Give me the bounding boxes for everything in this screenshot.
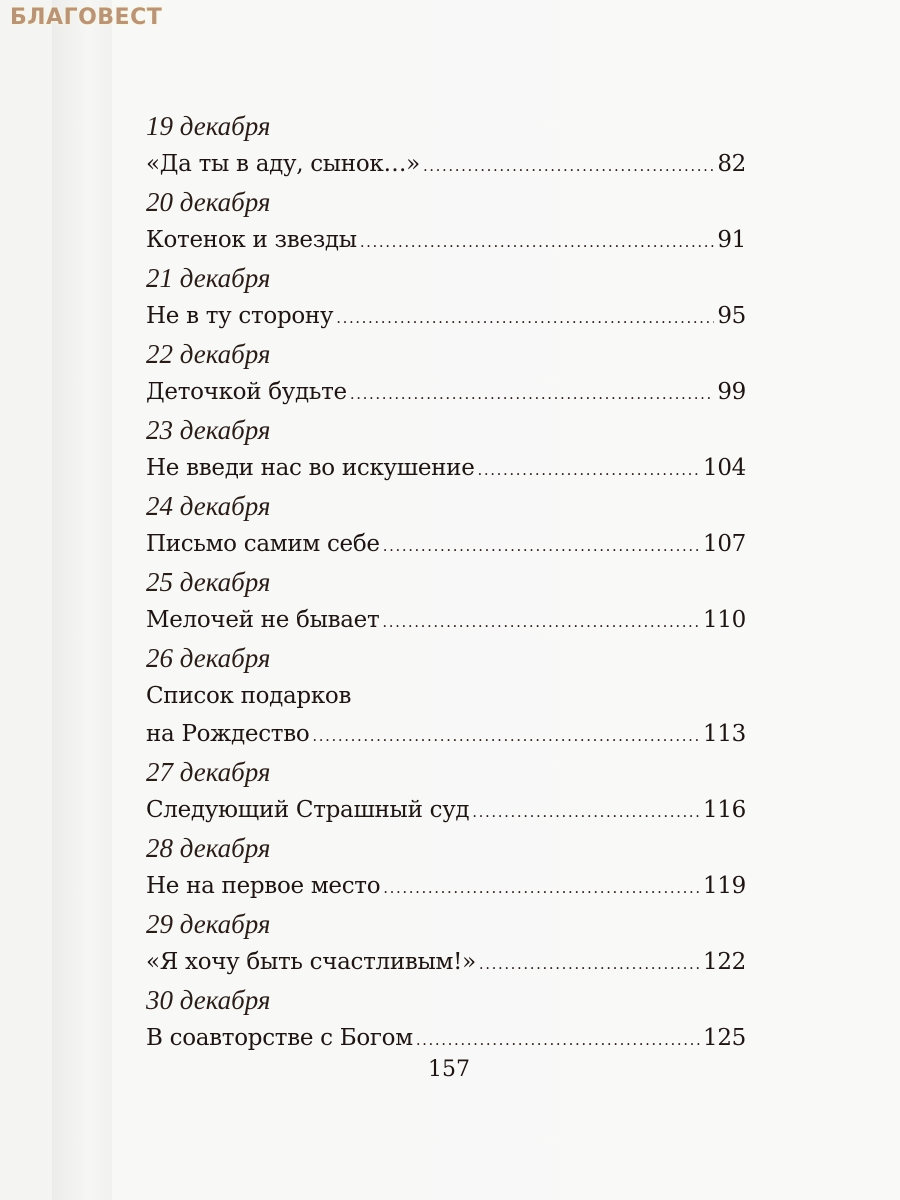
toc-title: Деточкой будьте xyxy=(146,379,347,405)
toc-page-number: 104 xyxy=(703,455,746,481)
toc-date: 23 декабря xyxy=(146,415,271,445)
toc-date: 22 декабря xyxy=(146,339,271,369)
toc-entry xyxy=(146,183,746,259)
dot-leader xyxy=(382,603,700,641)
page-number-footer: 157 xyxy=(428,1057,470,1082)
toc-entry xyxy=(146,829,746,905)
toc-entry xyxy=(146,259,746,335)
dot-leader xyxy=(416,1021,700,1059)
dot-leader xyxy=(350,375,714,413)
toc-page-number: 113 xyxy=(703,721,746,747)
toc-line xyxy=(146,525,746,563)
dot-leader xyxy=(423,147,714,185)
toc-page-number: 99 xyxy=(717,379,746,405)
toc-entry xyxy=(146,335,746,411)
dot-leader xyxy=(383,527,700,565)
toc-page-number: 116 xyxy=(703,797,746,823)
toc-entry xyxy=(146,639,746,753)
toc-title: Котенок и звезды xyxy=(146,227,357,253)
toc-date: 30 декабря xyxy=(146,985,271,1015)
dot-leader xyxy=(472,793,700,831)
toc-entry xyxy=(146,563,746,639)
toc-date: 19 декабря xyxy=(146,111,271,141)
toc-line xyxy=(146,601,746,639)
toc-title: В соавторстве с Богом xyxy=(146,1025,413,1051)
toc-date: 24 декабря xyxy=(146,491,271,521)
toc-title: Письмо самим себе xyxy=(146,531,380,557)
toc-entry xyxy=(146,905,746,981)
toc-entry xyxy=(146,753,746,829)
toc-line xyxy=(146,221,746,259)
toc-line xyxy=(146,791,746,829)
dot-leader xyxy=(479,945,700,983)
toc-line xyxy=(146,297,746,335)
toc-line xyxy=(146,867,746,905)
dot-leader xyxy=(336,299,714,337)
toc-title: «Я хочу быть счастливым!» xyxy=(146,949,476,975)
toc-date: 26 декабря xyxy=(146,643,271,673)
dot-leader xyxy=(478,451,700,489)
toc-page-number: 95 xyxy=(717,303,746,329)
toc-page-number: 125 xyxy=(703,1025,746,1051)
toc-title: Не в ту сторону xyxy=(146,303,334,329)
toc-date: 29 декабря xyxy=(146,909,271,939)
toc-line xyxy=(146,449,746,487)
table-of-contents xyxy=(146,107,746,1057)
toc-line xyxy=(146,373,746,411)
toc-title: Следующий Страшный суд xyxy=(146,797,470,823)
toc-line xyxy=(146,145,746,183)
toc-date: 20 декабря xyxy=(146,187,271,217)
toc-page-number: 82 xyxy=(717,151,746,177)
page-gutter xyxy=(52,0,112,1200)
toc-line xyxy=(146,715,746,753)
toc-entry xyxy=(146,487,746,563)
toc-entry xyxy=(146,411,746,487)
toc-entry xyxy=(146,981,746,1057)
dot-leader xyxy=(360,223,715,261)
toc-title-line1: Список подарков xyxy=(146,683,352,709)
toc-line xyxy=(146,1019,746,1057)
watermark-logo: БЛАГОВЕСТ xyxy=(10,5,163,30)
toc-page-number: 119 xyxy=(703,873,746,899)
toc-page-number: 122 xyxy=(703,949,746,975)
toc-page-number: 110 xyxy=(703,607,746,633)
toc-date: 27 декабря xyxy=(146,757,271,787)
toc-date: 21 декабря xyxy=(146,263,271,293)
toc-title: Не введи нас во искушение xyxy=(146,455,475,481)
toc-date: 25 декабря xyxy=(146,567,271,597)
toc-title: на Рождество xyxy=(146,721,310,747)
toc-page-number: 91 xyxy=(717,227,746,253)
toc-page-number: 107 xyxy=(703,531,746,557)
toc-date: 28 декабря xyxy=(146,833,271,863)
toc-title: Мелочей не бывает xyxy=(146,607,380,633)
toc-title: «Да ты в аду, сынок…» xyxy=(146,151,420,177)
toc-entry xyxy=(146,107,746,183)
dot-leader xyxy=(383,869,700,907)
toc-line xyxy=(146,943,746,981)
toc-title: Не на первое место xyxy=(146,873,381,899)
dot-leader xyxy=(312,717,700,755)
